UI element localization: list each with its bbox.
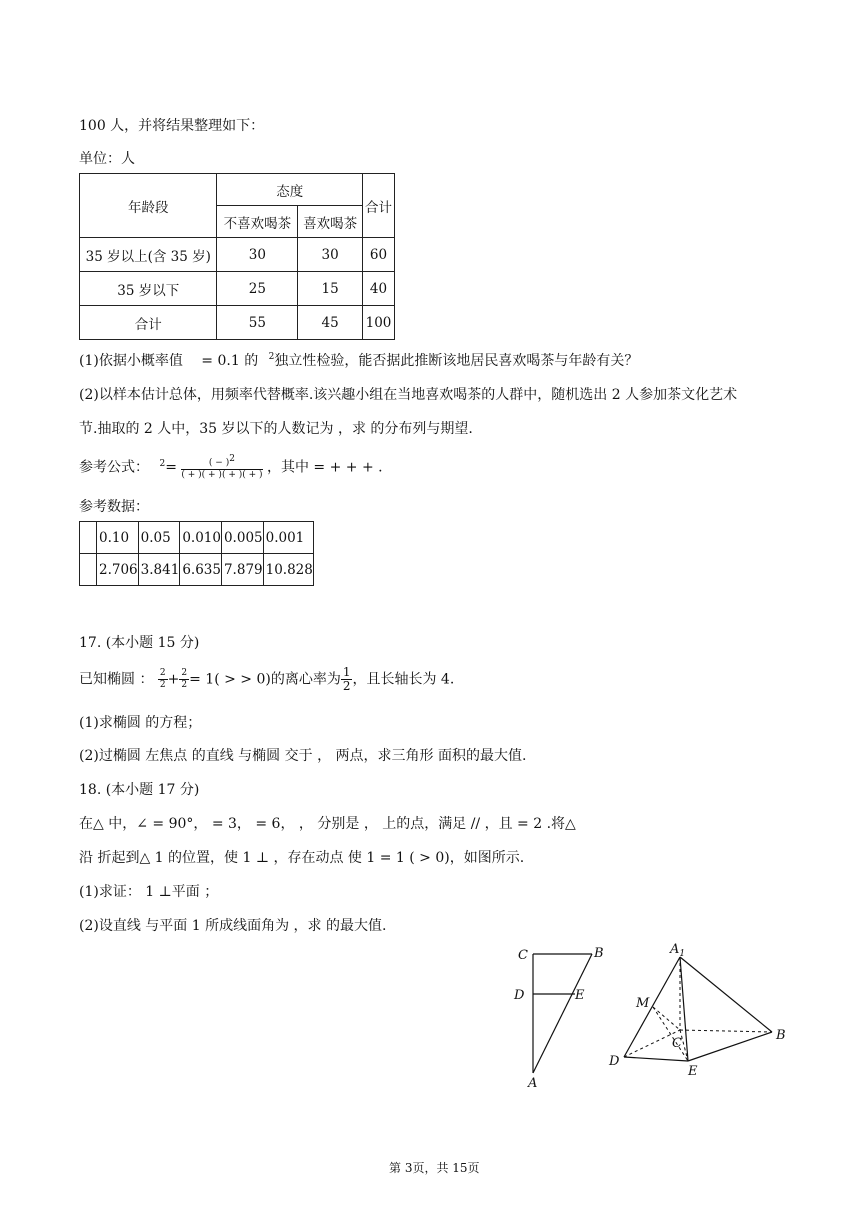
intro-text: 100 人，并将结果整理如下： — [79, 118, 265, 134]
cell-total: 40 — [363, 272, 395, 306]
question-2-line2: 节.抽取的 2 人中，35 岁以下的人数记为 ，求 的分布列与期望. — [79, 421, 473, 437]
reference-formula: 参考公式： $^2$= $\frac{( - )2}{( + )( + )( + )( + )}$ ，其中 = + + + . — [79, 454, 383, 480]
cell-like: 30 — [298, 238, 363, 272]
unit-label: 单位：人 — [79, 151, 135, 167]
cell-total: 100 — [363, 306, 395, 340]
label-D: D — [609, 1054, 620, 1069]
header-attitude: 态度 — [217, 174, 363, 206]
cell-total: 60 — [363, 238, 395, 272]
survey-table — [79, 173, 395, 340]
table-row — [80, 238, 395, 272]
header-dislike: 不喜欢喝茶 — [217, 206, 298, 238]
label-B: B — [776, 1028, 786, 1043]
cell-dislike: 55 — [217, 306, 298, 340]
cell-dislike: 25 — [217, 272, 298, 306]
problem-18-line2: 沿 折起到△ 1 的位置，使 1 ⊥ ，存在动点 使 1 = 1 ( > 0)，如图所示. — [79, 850, 525, 866]
label-D: D — [514, 988, 525, 1003]
critical-value-table — [79, 521, 314, 586]
question-2-line1: (2)以样本估计总体，用频率代替概率.该兴趣小组在当地喜欢喝茶的人群中，随机选出 2 人参加茶文化艺术 — [79, 387, 738, 403]
problem-17-statement: 已知椭圆 ： $\frac{2}{2}$ + $\frac{2}{2}$ = 1( > > 0)的离心率为 $\frac{1}{2}$ ，且长轴长为 4. — [79, 665, 455, 693]
problem-18-title: 18. (本小题 17 分) — [79, 782, 200, 798]
row-label: 35 岁以下 — [80, 272, 217, 306]
label-B: B — [594, 946, 604, 961]
page-footer: 第 3页，共 15页 — [389, 1161, 480, 1175]
problem-18-q2: (2)设直线 与平面 1 所成线面角为 ，求 的最大值. — [79, 918, 387, 934]
problem-17-q1: (1)求椭圆 的方程； — [79, 715, 202, 731]
chi-square-fraction: $\frac{( - )2}{( + )( + )( + )( + )}$ — [181, 454, 263, 480]
header-total: 合计 — [363, 174, 395, 238]
cell-like: 15 — [298, 272, 363, 306]
problem-18-q1: (1)求证： 1 ⊥平面 ； — [79, 884, 219, 900]
label-A1: $A_1$ — [670, 942, 686, 959]
label-E: E — [688, 1064, 698, 1079]
cell-dislike: 30 — [217, 238, 298, 272]
header-age: 年龄段 — [80, 174, 217, 238]
label-M: M — [636, 996, 650, 1011]
header-like: 喜欢喝茶 — [298, 206, 363, 238]
figure-pyramid — [600, 935, 800, 1080]
table-row: 0.10 0.05 0.010 0.005 0.001 — [80, 522, 314, 554]
row-label: 35 岁以上(含 35 岁) — [80, 238, 217, 272]
problem-17-q2: (2)过椭圆 左焦点 的直线 与椭圆 交于 ， 两点，求三角形 面积的最大值. — [79, 748, 527, 764]
problem-17-title: 17. (本小题 15 分) — [79, 635, 200, 651]
reference-data-label: 参考数据： — [79, 499, 149, 515]
cell-like: 45 — [298, 306, 363, 340]
label-C: C — [672, 1036, 682, 1051]
row-label: 合计 — [80, 306, 217, 340]
table-row: 2.706 3.841 6.635 7.879 10.828 — [80, 554, 314, 586]
table-row — [80, 306, 395, 340]
label-C: C — [518, 948, 528, 963]
question-1: (1)依据小概率值 = 0.1 的 $^2$独立性检验，能否据此推断该地居民喜欢喝茶与年龄有关？ — [79, 352, 639, 369]
label-A: A — [528, 1076, 538, 1091]
problem-18-line1: 在△ 中，∠ = 90°， = 3， = 6， ， 分别是 ， 上的点，满足 // ，且 = 2 .将△ — [79, 816, 576, 832]
label-E: E — [575, 988, 585, 1003]
table-row — [80, 272, 395, 306]
